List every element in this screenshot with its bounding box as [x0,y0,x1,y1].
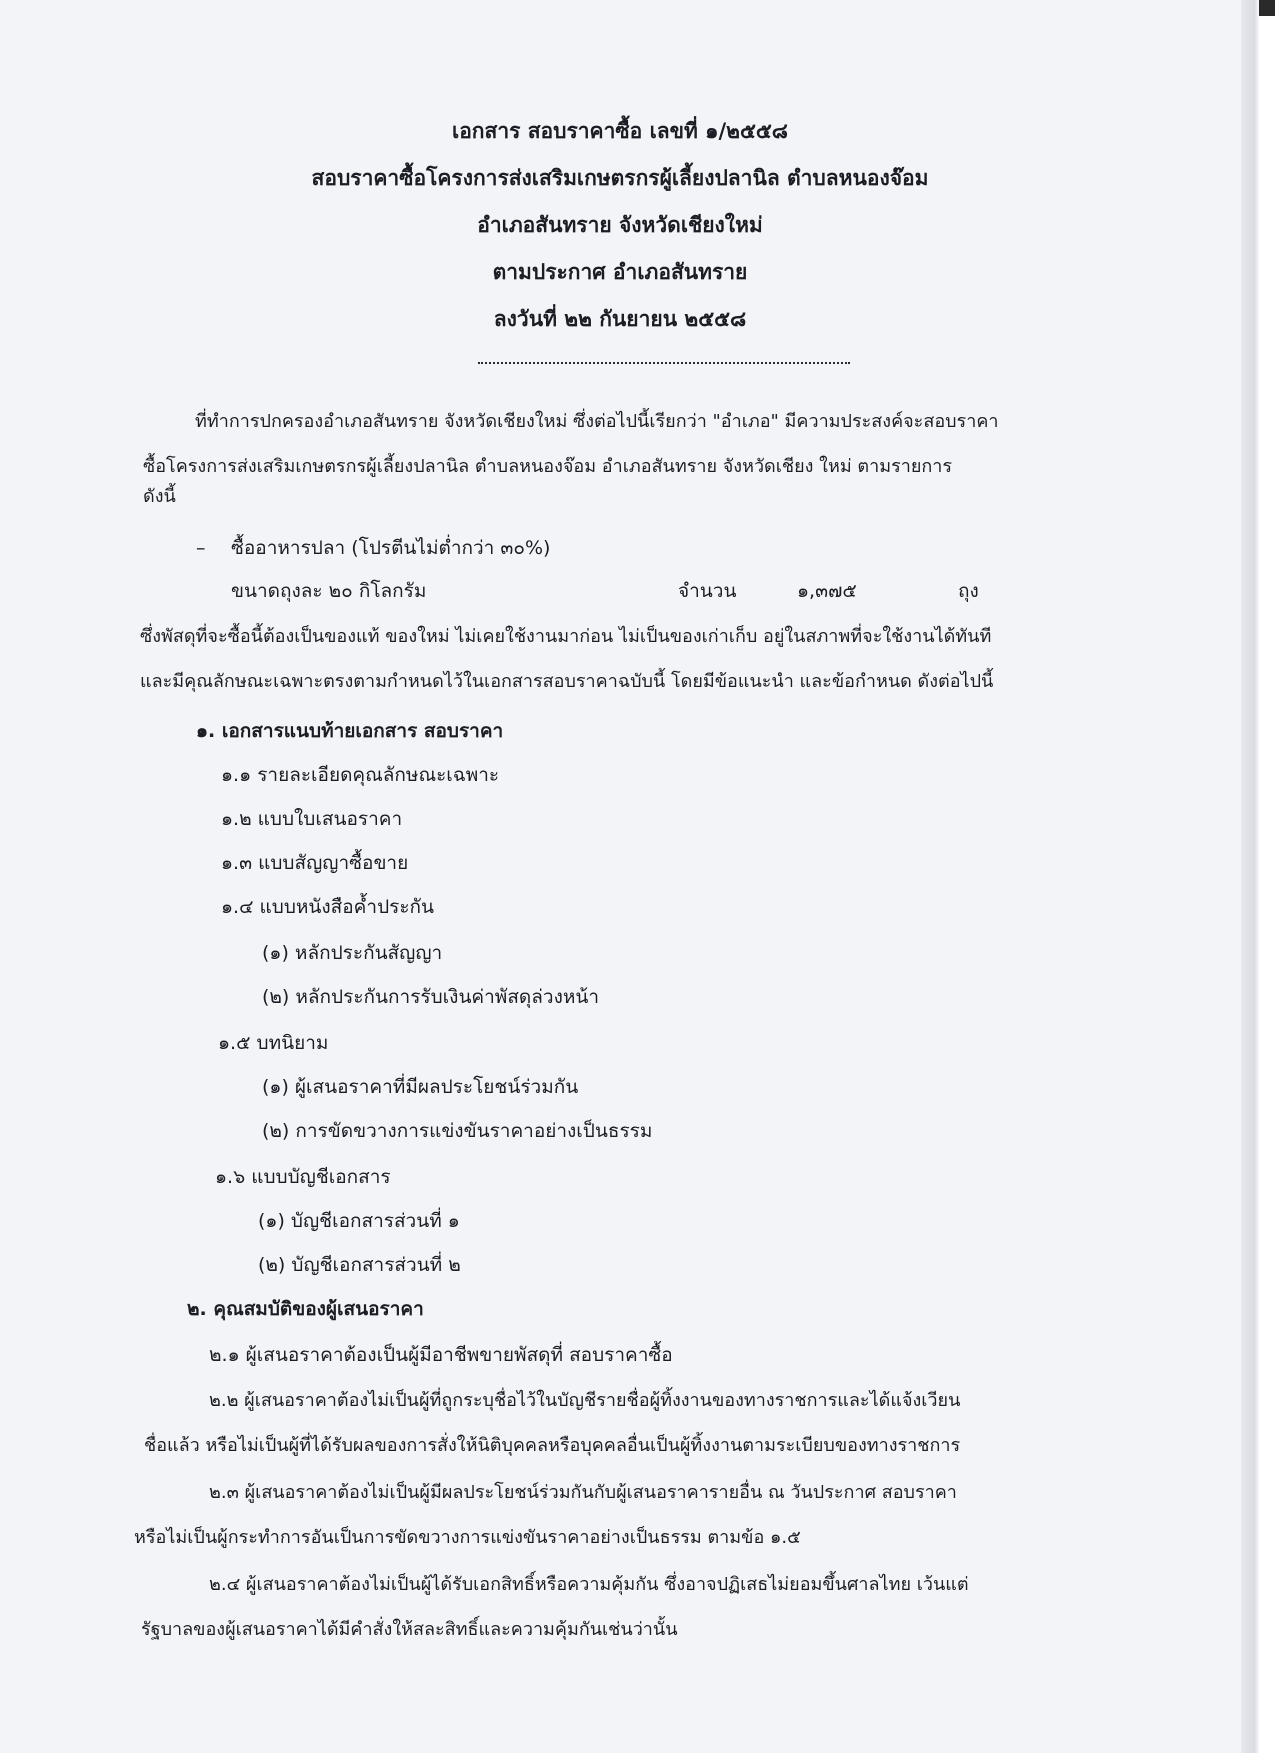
item-qty-label: จำนวน [678,580,737,602]
section-1-4: ๑.๔ แบบหนังสือค้ำประกัน [221,896,435,918]
section-1-2: ๑.๒ แบบใบเสนอราคา [221,808,403,830]
condition-line-1: ซึ่งพัสดุที่จะซื้อนี้ต้องเป็นของแท้ ของใหม่ ไม่เคยใช้งานมาก่อน ไม่เป็นของเก่าเก็บ อยู่ในสภาพที่จะใช้งานได้ทันที [140,626,992,647]
doc-title-line-3: อำเภอสันทราย จังหวัดเชียงใหม่ [477,213,763,237]
item-name: ซื้ออาหารปลา (โปรตีนไม่ต่ำกว่า ๓๐%) [231,537,551,559]
section-2-3-line-2: หรือไม่เป็นผู้กระทำการอันเป็นการขัดขวางการแข่งขันราคาอย่างเป็นธรรม ตามข้อ ๑.๕ [134,1527,801,1548]
intro-line-1: ที่ทำการปกครองอำเภอสันทราย จังหวัดเชียงใหม่ ซึ่งต่อไปนี้เรียกว่า "อำเภอ" มีความประสงค์จะสอบราคา [195,411,999,432]
scan-edge [1241,0,1275,1753]
section-1-6-1: (๑) บัญชีเอกสารส่วนที่ ๑ [258,1210,460,1232]
section-2-3-line-1: ๒.๓ ผู้เสนอราคาต้องไม่เป็นผู้มีผลประโยชน์ร่วมกันกับผู้เสนอราคารายอื่น ณ วันประกาศ สอบราคา [209,1482,957,1503]
intro-line-2: ซื้อโครงการส่งเสริมเกษตรกรผู้เลี้ยงปลานิล ตำบลหนองจ๊อม อำเภอสันทราย จังหวัดเชียง ใหม่ ตามรายการ [143,456,953,477]
section-2-2-line-2: ชื่อแล้ว หรือไม่เป็นผู้ที่ได้รับผลของการสั่งให้นิติบุคคลหรือบุคคลอื่นเป็นผู้ทิ้งงานตามระเบียบของทางราชการ [144,1435,961,1456]
section-2-4-line-1: ๒.๔ ผู้เสนอราคาต้องไม่เป็นผู้ได้รับเอกสิทธิ์หรือความคุ้มกัน ซึ่งอาจปฏิเสธไม่ยอมขึ้นศาลไทย เว้นแต่ [209,1574,969,1595]
section-1-5-2: (๒) การขัดขวางการแข่งขันราคาอย่างเป็นธรรม [262,1120,653,1142]
section-1-4-1: (๑) หลักประกันสัญญา [262,942,443,964]
section-2-2-line-1: ๒.๒ ผู้เสนอราคาต้องไม่เป็นผู้ที่ถูกระบุชื่อไว้ในบัญชีรายชื่อผู้ทิ้งงานของทางราชการและได้แจ้งเวียน [209,1390,961,1411]
section-1-4-2: (๒) หลักประกันการรับเงินค่าพัสดุล่วงหน้า [262,986,600,1008]
doc-title-line-2: สอบราคาซื้อโครงการส่งเสริมเกษตรกรผู้เลี้ยงปลานิล ตำบลหนองจ๊อม [311,166,929,190]
section-1-6: ๑.๖ แบบบัญชีเอกสาร [215,1166,391,1188]
section-2-4-line-2: รัฐบาลของผู้เสนอราคาได้มีคำสั่งให้สละสิทธิ์และความคุ้มกันเช่นว่านั้น [141,1619,678,1640]
item-size: ขนาดถุงละ ๒๐ กิโลกรัม [231,580,427,602]
intro-line-3: ดังนี้ [143,486,176,507]
section-1-6-2: (๒) บัญชีเอกสารส่วนที่ ๒ [258,1254,461,1276]
section-1-3: ๑.๓ แบบสัญญาซื้อขาย [221,852,409,874]
section-2-title: ๒. คุณสมบัติของผู้เสนอราคา [187,1298,424,1320]
section-2-1: ๒.๑ ผู้เสนอราคาต้องเป็นผู้มีอาชีพขายพัสดุที่ สอบราคาซื้อ [209,1344,673,1366]
section-1-1: ๑.๑ รายละเอียดคุณลักษณะเฉพาะ [221,764,500,786]
item-qty-unit: ถุง [958,580,979,602]
section-1-title: ๑. เอกสารแนบท้ายเอกสาร สอบราคา [196,720,504,742]
item-qty-value: ๑,๓๗๕ [797,580,857,602]
doc-title-line-4: ตามประกาศ อำเภอสันทราย [492,260,748,284]
section-1-5-1: (๑) ผู้เสนอราคาที่มีผลประโยชน์ร่วมกัน [262,1076,579,1098]
doc-title-line-5: ลงวันที่ ๒๒ กันยายน ๒๕๕๘ [493,307,747,331]
section-1-5: ๑.๕ บทนิยาม [218,1032,329,1054]
dotted-separator [478,362,850,364]
condition-line-2: และมีคุณลักษณะเฉพาะตรงตามกำหนดไว้ในเอกสารสอบราคาฉบับนี้ โดยมีข้อแนะนำ และข้อกำหนด ดังต่อไปนี้ [140,671,994,692]
item-bullet: – [196,537,206,559]
doc-title-line-1: เอกสาร สอบราคาซื้อ เลขที่ ๑/๒๕๕๘ [452,119,788,143]
scan-corner-mark [1259,0,1275,16]
